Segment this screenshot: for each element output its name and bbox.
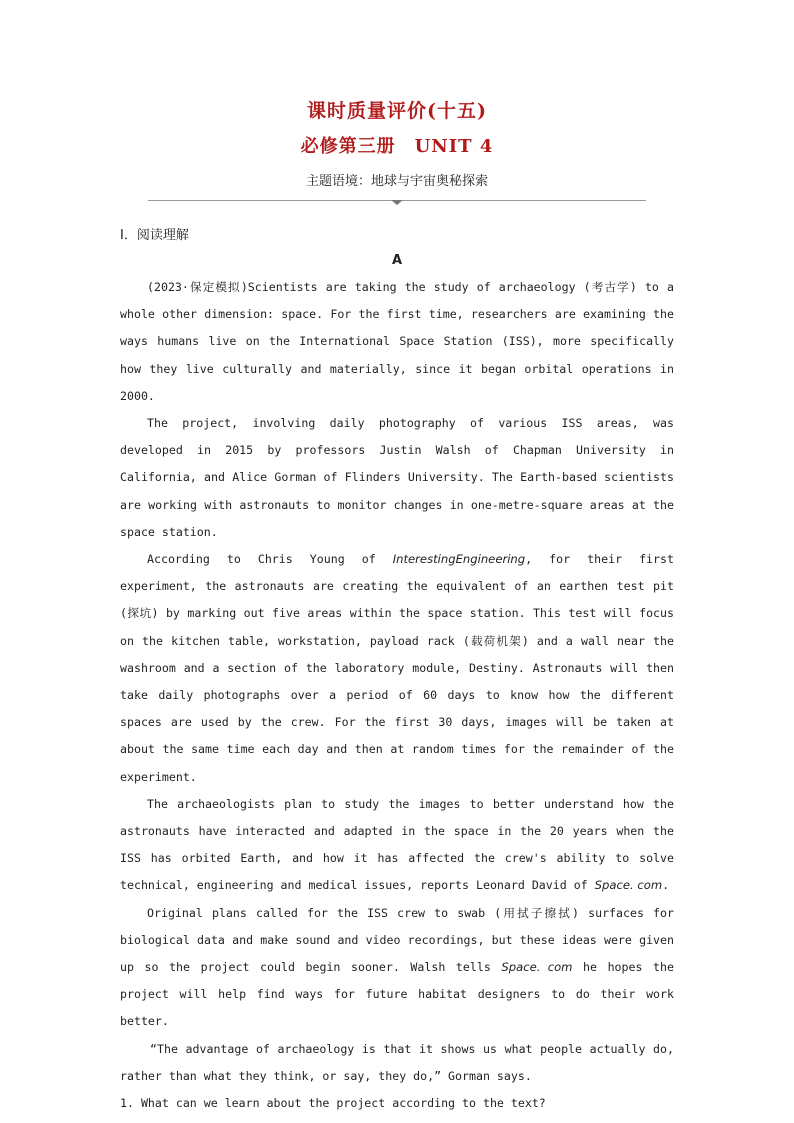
question-1: 1. What can we learn about the project according to the text? (120, 1096, 546, 1111)
paragraph-3 (120, 546, 674, 791)
paragraph-2: The project, involving daily photography of various ISS areas, was developed in 2015 by professors Justin Walsh of Chapman University in California, and Alice Gorman of Flinders University. The Earth-based scientists are working with astronauts to monitor changes in one-metre-square areas at the space station. (120, 416, 674, 539)
paragraph-5-text-a: Original plans called for the ISS crew to swab (用拭子擦拭) surfaces for biological data and make sound and video recordings, but these ideas were given up so the project could begin sooner. Walsh tells (120, 905, 674, 975)
paragraph-4 (120, 791, 674, 900)
paragraph-6-quote: “The advantage of archaeology is that it shows us what people actually do, rather than what they think, or say, they do,” Gorman says. (120, 1041, 674, 1083)
paragraph-4-text-a: The archaeologists plan to study the images to better understand how the astronauts have interacted and adapted in the space in the 20 years when the ISS has orbited Earth, and how it has affected the crew's ability to solve technical, engineering and medical issues, reports Leonard David of (120, 796, 674, 893)
section-heading: Ⅰ．阅读理解 (120, 228, 189, 243)
unit-title: 必修第三册 UNIT 4 (300, 136, 494, 157)
page-title: 课时质量评价(十五) (307, 100, 487, 122)
paragraph-1: (2023·保定模拟)Scientists are taking the study of archaeology (考古学) to a whole other dimension: space. For the first time, researchers are examining the ways humans live on the International Space Station (ISS), more specifically how they live culturally and materially, since it began orbital operations in 2000. (120, 280, 674, 403)
paragraph-5-text-b: he hopes the project will help find ways for future habitat designers to do their work better. (120, 960, 674, 1029)
theme-context: 主题语境：地球与宇宙奥秘探索 (305, 174, 488, 189)
divider-triangle-icon (391, 200, 403, 205)
passage-label: A (391, 253, 403, 268)
paragraph-4-text-b: . (662, 878, 670, 893)
passage-body (120, 274, 674, 1117)
source-space-com-2: Space. com (501, 960, 573, 975)
paragraph-3-text-b: , for their first experiment, the astronauts are creating the equivalent of an earthen test pit (探坑) by marking out five areas within the space station. This test will focus on the kitchen table, workstation, payload rack (载荷机架) and a wall near the washroom and a section of the laboratory module, Destiny. Astronauts will then take daily photographs over a period of 60 days to know how the different spaces are used by the crew. For the first 30 days, images will be taken at about the same time each day and then at random times for the remainder of the experiment. (120, 552, 674, 784)
paragraph-5 (120, 900, 674, 1036)
paragraph-3-text-a: According to Chris Young of (147, 552, 393, 567)
source-space-com: Space. com (594, 878, 663, 893)
source-interesting-engineering: InterestingEngineering (392, 552, 526, 567)
